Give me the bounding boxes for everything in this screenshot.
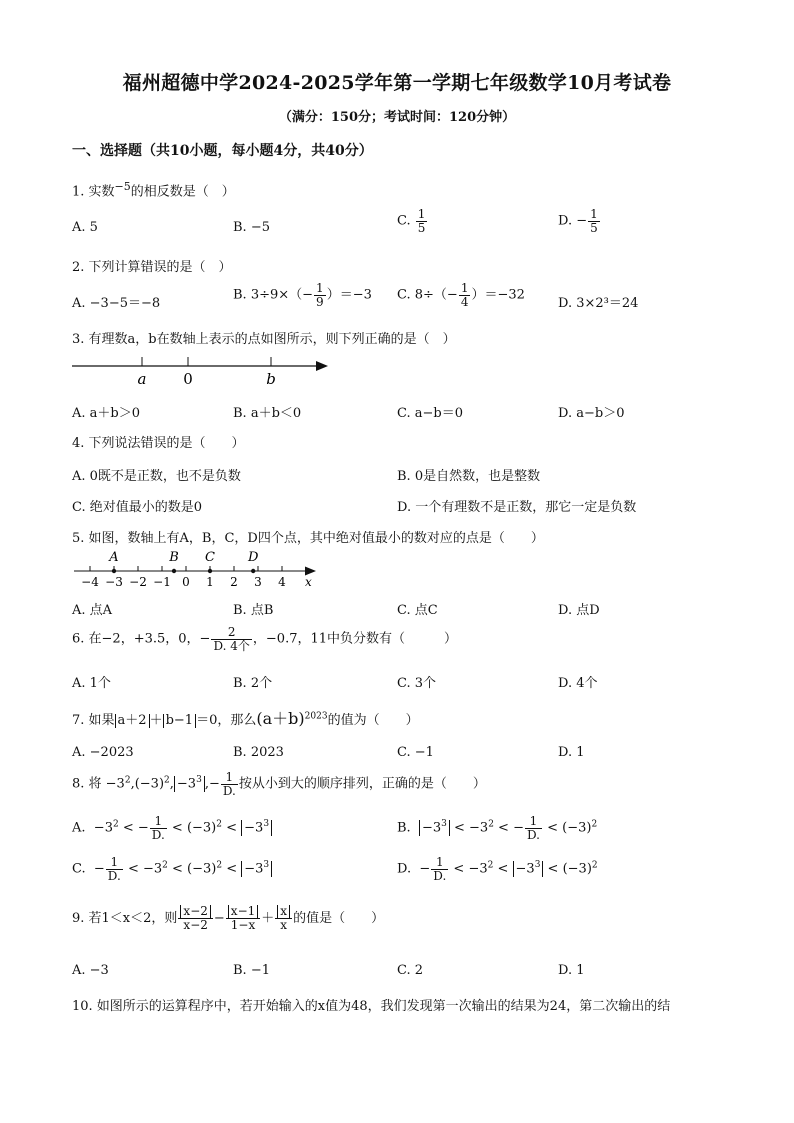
q5-number-line [70, 548, 330, 590]
q5-tick-label: 0 [182, 575, 190, 589]
q7-abs-1: a＋2 [115, 714, 150, 728]
q5-point-label-c: C [205, 550, 215, 565]
q8-option-a: A. $-3^2$ < − $\frac{1}{D.}$ < $(-3)^2 < -3^3$ [72, 815, 272, 841]
q3-option-a: A. a＋b＞0 [72, 406, 140, 421]
q1-c-label: C. [397, 213, 411, 229]
q8-abs: $-3^3$ [174, 776, 205, 792]
q7-option-d: D. 1 [558, 745, 585, 760]
q1-option-c [397, 208, 428, 234]
q5-point-d [251, 569, 255, 573]
q2-option-a: A. −3−5＝−8 [72, 296, 161, 311]
q9-option-c: C. 2 [397, 963, 424, 978]
q8-option-b: B. $-3^3 < -3^2$ < − $\frac{1}{D.}$ < $(-3)^2$ [397, 814, 598, 842]
question-4-stem: 4. 下列说法错误的是（ ） [72, 436, 245, 451]
q6-fraction: $\frac{2}{\text{D. 4个}}$ [213, 625, 250, 653]
q8-option-d: D. − $\frac{1}{D.}$ < $-3^2 < -3^3 < (-3)^2$ [397, 855, 598, 883]
q1-c-fraction: $\frac{1}{5}$ [417, 207, 426, 235]
q9-option-b: B. −1 [233, 963, 270, 978]
q4-option-c: C. 绝对值最小的数是0 [72, 500, 203, 515]
q5-point-label-b: B [169, 550, 179, 565]
q3-label-zero: 0 [183, 370, 193, 388]
q5-option-b: B. 点B [233, 603, 274, 618]
q2-option-b: B. 3÷9×（− $\frac{1}{9}$ ）＝−3 [233, 281, 372, 309]
question-10-stem: 10. 如图所示的运算程序中，若开始输入的x值为48，我们发现第一次输出的结果为24，第二次输出的结 [72, 999, 671, 1014]
q2-option-d: D. 3×2³＝24 [558, 296, 639, 311]
q1-option-a: A. 5 [72, 220, 98, 235]
q3-label-b: b [266, 370, 276, 388]
exam-title: 福州超德中学2024-2025学年第一学期七年级数学10月考试卷 [122, 72, 672, 94]
question-1-stem [72, 180, 235, 199]
q1-d-label: D. − [558, 213, 588, 229]
q5-tick-label: 4 [278, 575, 286, 589]
q1-text-end: 的相反数是（ ） [130, 184, 235, 200]
q3-number-line [70, 350, 332, 390]
q7-option-c: C. −1 [397, 745, 434, 760]
q5-tick-label: 3 [254, 575, 262, 589]
q5-option-d: D. 点D [558, 603, 600, 618]
q5-point-a [112, 569, 116, 573]
q5-axis-var: x [305, 575, 312, 589]
q5-point-c [208, 569, 212, 573]
q5-tick-label: −2 [129, 575, 147, 589]
q5-point-b [172, 569, 176, 573]
q8-option-c: C. − $\frac{1}{D.}$ < $-3^2 < (-3)^2 < -3^3$ [72, 856, 272, 882]
q5-tick-label: 1 [206, 575, 214, 589]
q3-label-a: a [137, 370, 147, 388]
q9-term-3: $\frac{x}{x}$ [275, 905, 292, 932]
q1-number: −5 [114, 180, 131, 193]
q1-text: 1. 实数 [72, 184, 115, 200]
q5-tick-label: −4 [81, 575, 99, 589]
question-3-stem: 3. 有理数a，b在数轴上表示的点如图所示，则下列正确的是（ ） [72, 332, 456, 347]
q1-d-fraction: $\frac{1}{5}$ [590, 207, 598, 235]
q5-tick-label: −3 [105, 575, 123, 589]
q5-option-c: C. 点C [397, 603, 438, 618]
question-7-stem: 7. 如果 a＋2 ＋ b−1 ＝0，那么$(a+b)^{2023}$的值为（ ） [72, 709, 419, 728]
q7-abs-2: b−1 [163, 714, 197, 728]
exam-subtitle: （满分：150分；考试时间：120分钟） [278, 110, 516, 125]
q1-option-b: B. −5 [233, 220, 270, 235]
q5-tick-label: −1 [153, 575, 171, 589]
q7-option-a: A. −2023 [72, 745, 134, 760]
question-6-stem: 6. 在−2，+3.5，0，− $\frac{2}{\text{D. 4个}}$ ，−0.7，11中负分数有（ ） [72, 625, 458, 653]
question-8-stem: 8. 将 $-3^2,(-3)^2$, $-3^3$ ,− $\frac{1}{D.}$ 按从小到大的顺序排列，正确的是（ ） [72, 770, 486, 798]
q6-option-b: B. 2个 [233, 676, 273, 691]
q4-option-b: B. 0是自然数，也是整数 [397, 469, 541, 484]
q3-option-c: C. a−b＝0 [397, 406, 463, 421]
section-heading: 一、选择题（共10小题，每小题4分，共40分） [72, 143, 373, 159]
q7-option-b: B. 2023 [233, 745, 284, 760]
q9-term-2: $\frac{x-1}{1-x}$ [226, 905, 260, 932]
q6-option-a: A. 1个 [72, 676, 111, 691]
q9-term-1: $\frac{x-2}{x-2}$ [178, 905, 212, 932]
q3-option-b: B. a＋b＜0 [233, 406, 302, 421]
q5-tick-label: 2 [230, 575, 238, 589]
q4-option-d: D. 一个有理数不是正数，那它一定是负数 [397, 500, 637, 515]
q1-option-d [558, 208, 601, 234]
q9-option-d: D. 1 [558, 963, 585, 978]
question-9-stem: 9. 若1＜x＜2，则 $\frac{x-2}{x-2}$ − $\frac{x-1}{1-x}$ ＋ $\frac{x}{x}$ 的值是（ ） [72, 904, 385, 933]
q6-option-c: C. 3个 [397, 676, 437, 691]
q9-option-a: A. −3 [72, 963, 109, 978]
q5-point-label-a: A [109, 550, 119, 565]
q5-point-label-d: D [247, 550, 259, 565]
q4-option-a: A. 0既不是正数，也不是负数 [72, 469, 241, 484]
q2-option-c: C. 8÷（− $\frac{1}{4}$ ）＝−32 [397, 281, 525, 309]
q6-option-d: D. 4个 [558, 676, 598, 691]
question-2-stem: 2. 下列计算错误的是（ ） [72, 260, 232, 275]
q5-option-a: A. 点A [72, 603, 113, 618]
question-5-stem: 5. 如图，数轴上有A，B，C，D四个点，其中绝对值最小的数对应的点是（ ） [72, 531, 544, 546]
q3-option-d: D. a−b＞0 [558, 406, 625, 421]
